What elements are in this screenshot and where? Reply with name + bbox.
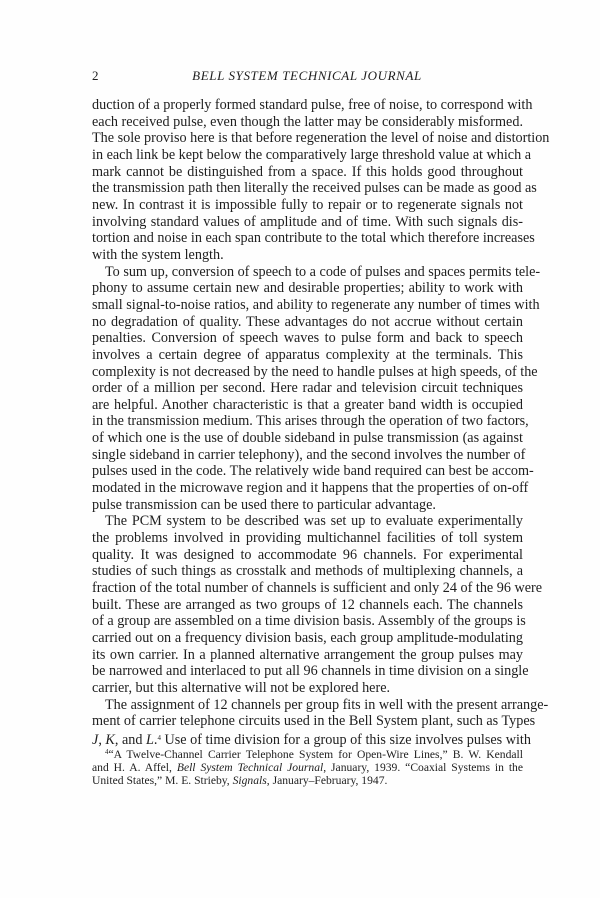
text-line: pulse transmission can be used there to particular advantage. [92,496,436,513]
text-line: mark cannot be distinguished from a space. If this holds good throughout [92,163,523,180]
text-line: ment of carrier telephone circuits used in the Bell System plant, such as Types [92,713,536,730]
text-line: The sole proviso here is that before regeneration the level of noise and distortion [92,130,550,147]
text-line: duction of a properly formed standard pulse, free of noise, to correspond with [92,97,533,113]
text-line: in each link be kept below the comparatively large threshold value at which a [92,146,532,163]
text-line: its own carrier. In a planned alternative arrangement the group pulses may [92,646,523,663]
type-l: L [146,731,154,748]
text-line: quality. It was designed to accommodate 96 channels. For experimental [92,546,523,563]
text-line: tortion and noise in each span contribute to the total which therefore increases [92,230,535,247]
journal-citation: Signals [232,774,267,788]
text-line: no degradation of quality. These advantages do not accrue without certain [92,313,523,330]
text-line: penalties. Conversion of speech waves to pulse form and back to speech [92,330,523,347]
text-line: the problems involved in providing multichannel facilities of toll system [92,530,523,547]
journal-citation: Bell System Technical Journal [176,761,324,775]
text-line: pulses used in the code. The relatively wide band required can best be accom- [92,463,534,480]
text-line: each received pulse, even though the latter may be considerably misformed. [92,113,523,130]
text-line: involving standard values of amplitude and of time. With such signals dis- [92,213,523,230]
running-header [92,68,522,86]
text-line: phony to assume certain new and desirable properties; ability to work with [92,280,523,297]
text-line: small signal-to-noise ratios, and ability to regenerate any number of times with [92,296,540,313]
text-line: the transmission path then literally the received pulses can be made as good as [92,180,537,197]
text-line: be narrowed and interlaced to put all 96 channels in time division on a single [92,663,529,680]
text-line: To sum up, conversion of speech to a code of pulses and spaces permits tele- [105,263,541,280]
text-line: carried out on a frequency division basis, each group amplitude-modulating [92,630,523,646]
page-number: 2 [92,68,99,83]
text-line: built. These are arranged as two groups of 12 channels each. The channels [92,596,523,613]
text-line: studies of such things as crosstalk and methods of multiplexing channels, a [92,563,523,580]
text-line: single sideband in carrier telephony), and the second involves the number of [92,446,526,463]
text-line: involves a certain degree of apparatus complexity at the terminals. This [92,346,523,363]
text-line: new. In contrast it is impossible fully to repair or to regenerate signals not [92,196,523,213]
text-line: The PCM system to be described was set up to evaluate experimentally [105,513,523,530]
text-line: of a group are assembled on a time division basis. Assembly of the groups is [92,613,526,630]
text-line: with the system length. [92,246,224,263]
text-line: order of a million per second. Here radar and television circuit techniques [92,380,523,397]
footnote-line: United States,” M. E. Strieby, Signals, January–February, 1947. [92,774,388,788]
journal-title: BELL SYSTEM TECHNICAL JOURNAL [192,68,422,83]
footnote-ref[interactable]: 4 [157,733,161,742]
footnote-marker: 4 [105,748,109,756]
text-line: fraction of the total number of channels is sufficient and only 24 of the 96 were [92,580,543,597]
text-line: The assignment of 12 channels per group fits in well with the present arrange- [105,696,549,713]
text-line: in the transmission medium. This arises through the operation of two factors, [92,413,529,430]
footnote-line: and H. A. Affel, Bell System Technical Journal, January, 1939. “Coaxial Systems in the [92,761,523,775]
text-line: carrier, but this alternative will not be explored here. [92,679,391,696]
text-line: complexity is not decreased by the need to handle pulses at high speeds, of the [92,363,538,380]
text-line: are helpful. Another characteristic is that a greater band width is occupied [92,396,523,413]
type-j: J [92,731,99,748]
text-line: J, K, and L.$^4$ Use of time division for a group of this size involves pulses with [92,731,531,748]
footnote [92,746,523,788]
type-k: K [105,731,115,748]
text-line: of which one is the use of double sideband in pulse transmission (as against [92,430,523,447]
text-line: modated in the microwave region and it happens that the properties of on-off [92,480,529,497]
footnote-line: $^4$“A Twelve-Channel Carrier Telephone System for Open-Wire Lines,” B. W. Kendall [105,748,523,761]
body-text [92,97,550,749]
